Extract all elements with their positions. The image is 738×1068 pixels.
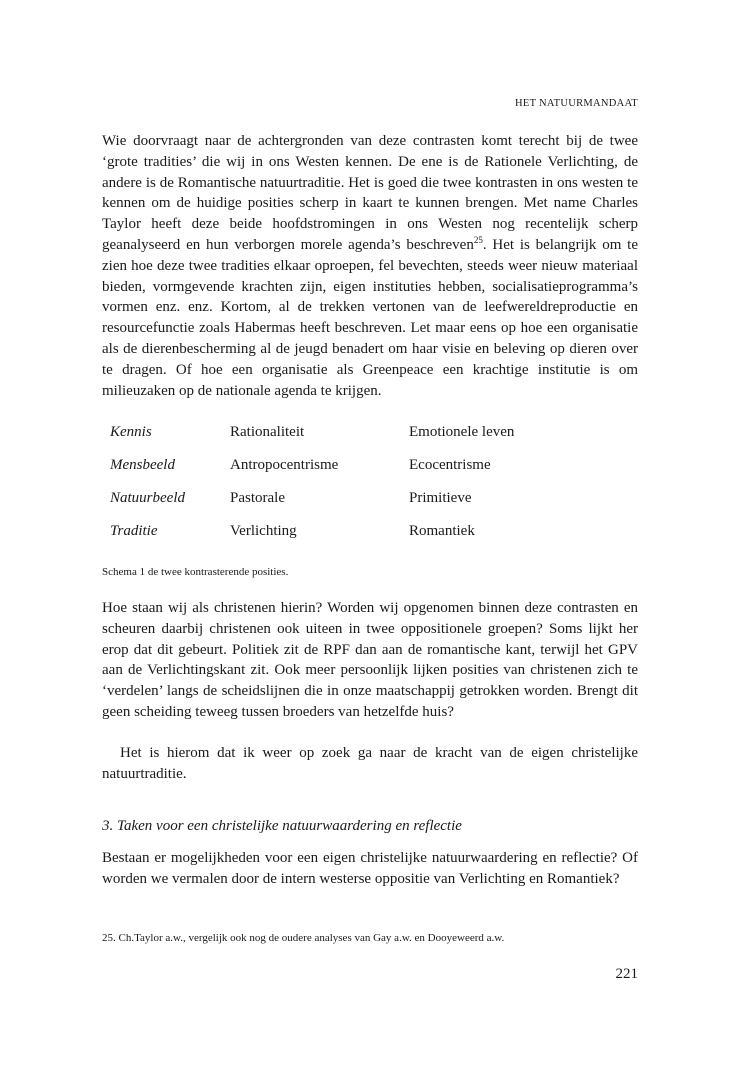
schema-left-value: Rationaliteit (230, 424, 305, 440)
schema-row (110, 523, 630, 556)
footnote: 25. Ch.Taylor a.w., vergelijk ook nog de oudere analyses van Gay a.w. en Dooyeweerd a.w. (102, 932, 505, 944)
schema-label: Mensbeeld (110, 457, 175, 473)
body-paragraph-1 (102, 131, 638, 401)
schema-row (110, 490, 630, 523)
schema-label: Natuurbeeld (110, 490, 185, 506)
body-paragraph-3: Het is hierom dat ik weer op zoek ga naar de kracht van de eigen christelijke natuurtraditie. (102, 745, 638, 782)
paragraph-1-text-b: . Het is belangrijk om te zien hoe deze twee tradities elkaar oproepen, fel bevechten, steeds weer nieuw materiaal bieden, vormgevende krachten zijn, eigen instituties hebben, socialisatieprogramma’s vormen enz. enz. Kortom, al de trekken vertonen van de leefwereldreproductie en resourcefunctie zoals Habermas heeft beschreven. Let maar eens op hoe een organisatie als de dierenbescherming al de jeugd benadert om haar visie en beleving op dieren over te dragen. Of hoe een organisatie als Greenpeace een krachtige institutie is om milieuzaken op de nationale agenda te krijgen. (102, 236, 639, 399)
schema-right-value: Romantiek (409, 523, 475, 539)
schema-right-value: Emotionele leven (409, 424, 515, 440)
schema-right-value: Ecocentrisme (409, 457, 491, 473)
body-paragraph-2: Hoe staan wij als christenen hierin? Worden wij opgenomen binnen deze contrasten en scheuren daarbij christenen ook uiteen in twee oppositionele groepen? Soms lijkt her erop dat dit gebeurt. Politiek zit de RPF dan aan de romantische kant, terwijl het GPV aan de Verlichtingskant zit. Ook meer persoonlijk lijken posities van christenen zich te ‘verdelen’ langs de scheidslijnen die in onze maatschappij getrokken worden. Brengt dit geen scheiding teweeg tussen broeders van hetzelfde huis? (102, 600, 638, 720)
schema-row (110, 424, 630, 457)
schema-caption: Schema 1 de twee kontrasterende posities. (102, 566, 289, 578)
schema-left-value: Pastorale (230, 490, 285, 506)
section-heading: 3. Taken voor een christelijke natuurwaardering en reflectie (102, 818, 462, 834)
schema-row (110, 457, 630, 490)
schema-left-value: Antropocentrisme (230, 457, 339, 473)
schema-table (110, 424, 630, 556)
paragraph-1-text-a: Wie doorvraagt naar de achtergronden van deze contrasten komt terecht bij de twee ‘grote tradities’ die wij in ons Westen kennen. De ene is de Rationele Verlichting, de andere is de Romantische natuurtraditie. Het is goed die twee kontrasten in ons westen te kennen om de huidige posities scherp in kaart te kunnen brengen. Met name Charles Taylor heeft deze beide hoofdstromingen in ons Westen nog recentelijk scherp geanalyseerd en hun verborgen morele agenda’s beschreven (102, 133, 638, 253)
schema-label: Kennis (110, 424, 152, 440)
body-paragraph-4: Bestaan er mogelijkheden voor een eigen christelijke natuurwaardering en reflectie? Of worden we vermalen door de intern westerse oppositie van Verlichting en Romantiek? (102, 850, 638, 887)
page-number: 221 (615, 966, 638, 982)
running-head: HET NATUURMANDAAT (514, 98, 638, 109)
schema-right-value: Primitieve (409, 490, 472, 506)
schema-left-value: Verlichting (230, 523, 297, 539)
footnote-reference: 25 (473, 234, 483, 245)
schema-label: Traditie (110, 523, 158, 539)
